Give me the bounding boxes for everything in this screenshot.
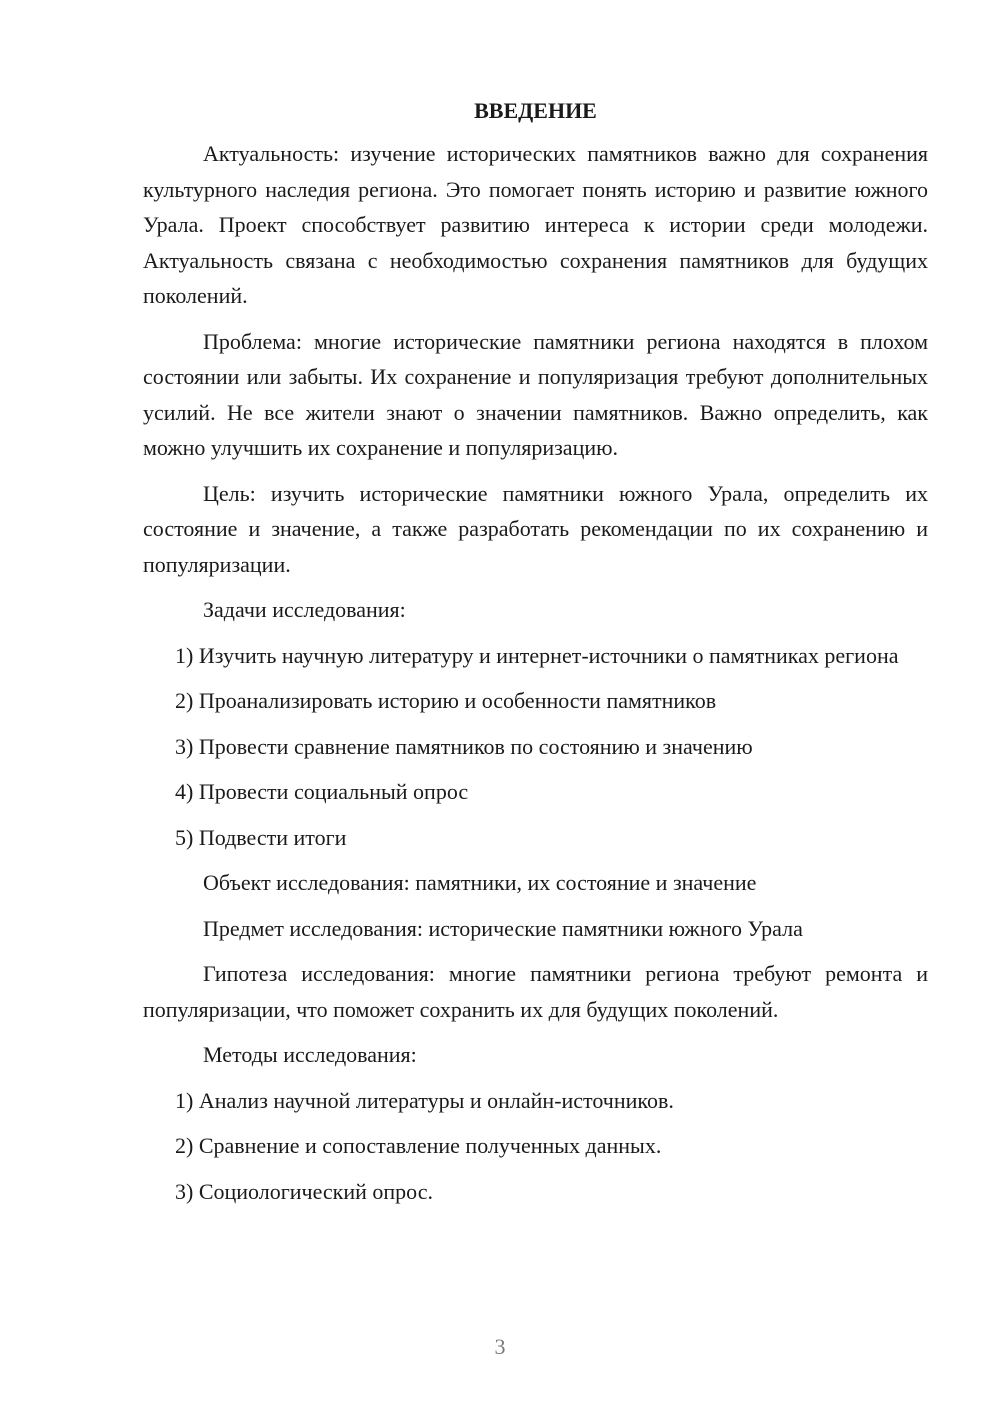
paragraph-goal: Цель: изучить исторические памятники южного Урала, определить их состояние и значение, а также разработать рекомендации по их сохранению и популяризации.: [143, 480, 928, 577]
research-subject: Предмет исследования: исторические памятники южного Урала: [203, 915, 803, 941]
task-item: 4) Провести социальный опрос: [175, 779, 469, 804]
tasks-heading: Задачи исследования:: [203, 597, 406, 622]
method-item: 1) Анализ научной литературы и онлайн-источников.: [175, 1087, 674, 1113]
paragraph-relevance: Актуальность: изучение исторических памятников важно для сохранения культурного наследия региона. Это помогает понять историю и развитие южного Урала. Проект способствует развитию интереса к истории среди молодежи. Актуальность связана с необходимостью сохранения памятников для будущих поколений.: [143, 141, 928, 308]
task-item: 3) Провести сравнение памятников по состоянию и значению: [175, 733, 753, 759]
research-hypothesis: Гипотеза исследования: многие памятники региона требуют ремонта и популяризации, что поможет сохранить их для будущих поколений.: [143, 961, 928, 1022]
method-item: 2) Сравнение и сопоставление полученных данных.: [175, 1133, 662, 1158]
task-item: 5) Подвести итоги: [175, 824, 347, 850]
task-item: 2) Проанализировать историю и особенности памятников: [175, 688, 717, 713]
task-item: 1) Изучить научную литературу и интернет-источники о памятниках региона: [175, 642, 899, 668]
methods-heading: Методы исследования:: [203, 1042, 417, 1067]
research-object: Объект исследования: памятники, их состояние и значение: [203, 870, 757, 895]
paragraph-problem: Проблема: многие исторические памятники региона находятся в плохом состоянии или забыты. Их сохранение и популяризация требуют дополнительных усилий. Не все жители знают о значении памятников. Важно определить, как можно улучшить их сохранение и популяризацию.: [143, 328, 928, 460]
page-number: 3: [494, 1334, 506, 1359]
page-content: [143, 96, 928, 1219]
page-title: ВВЕДЕНИЕ: [474, 98, 597, 123]
method-item: 3) Социологический опрос.: [175, 1178, 433, 1204]
